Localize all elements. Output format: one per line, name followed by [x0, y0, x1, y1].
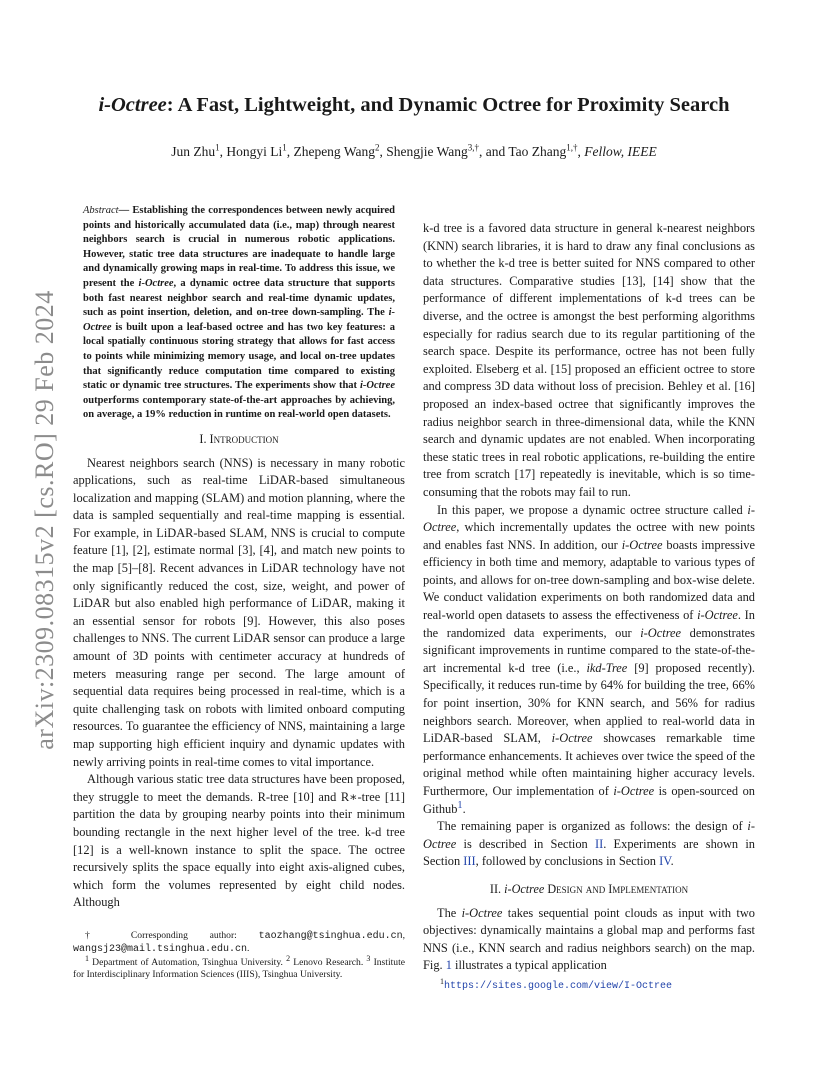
left-column: [73, 204, 405, 912]
section-heading-introduction: I. Introduction: [199, 431, 279, 446]
abstract-emphasis: i-Octree: [83, 307, 395, 333]
abstract: [83, 204, 395, 423]
text-run: , followed by conclusions in Section: [475, 854, 660, 869]
text-run: In this paper, we propose a dynamic octree structure called: [437, 502, 748, 517]
text-run: The: [437, 905, 462, 920]
text-emphasis: ikd-Tree: [586, 660, 628, 675]
text-run: , which incrementally updates the octree with new points and enables fast NNS. In addition, our: [423, 520, 755, 552]
section-link[interactable]: III: [463, 854, 476, 869]
footnote-mark: 1: [440, 976, 444, 986]
right-column: [423, 220, 755, 975]
section-title: Design and Implementation: [544, 881, 689, 896]
intro-paragraph: k-d tree is a favored data structure in general k-nearest neighbors (KNN) search libraries, it is hard to draw any final conclusions as to whether the k-d tree is better suited for NNS compared to other data structures. Comparative studies [13], [14] show that the performance of different implementations of k-d trees can be diverse, and the octree is amongst the best performing algorithms especially for radius search due to its regular partitioning of the search space. Despite its performance, octree has not been fully exploited. Elseberg et al. [15] proposed an efficient octree to store and compress 3D data without loss of precision. Behley et al. [16] proposed an index-based octree that significantly improves the radius neighbor search in three-dimensional data, while the KNN search and dynamic updates are not enabled. When incorporating these static trees in real robotic applications, re-building the entire tree from scratch [17] repeatedly is inevitable, which is so time-consuming that the robots may fail to run.: [423, 221, 755, 499]
intro-paragraph: [423, 502, 755, 819]
abstract-text: is built upon a leaf-based octree and has two key features: a local spatially continuous storing strategy that allows for fast access to points while minimizing memory usage, and local on-tree updates that significantly reduce computation time compared to existing static or dynamic tree structures. The experiments show that: [83, 321, 395, 392]
footnote-mark: 2: [286, 953, 291, 963]
author-separator: ,: [219, 144, 227, 159]
text-run: . In the randomized data experiments, our: [423, 608, 755, 640]
text-run: .: [670, 854, 674, 869]
author-affiliation: 1: [282, 142, 287, 153]
footnote-text: Institute for Interdisciplinary Information Sciences (IIIS), Tsinghua University.: [73, 956, 406, 981]
footnote-corresponding: [73, 930, 405, 957]
author-separator: ,: [286, 144, 294, 159]
arxiv-sidebar: [20, 285, 70, 755]
text-emphasis: i-Octree: [423, 502, 755, 535]
footnote-text: ,: [402, 930, 405, 941]
design-paragraph: [423, 905, 755, 975]
footnote-mark: †: [85, 930, 110, 941]
section-heading-design: [423, 881, 755, 899]
text-emphasis: i-Octree: [621, 537, 663, 552]
title-emphasis: i-Octree: [98, 94, 167, 116]
author-affiliation: 3,†: [467, 142, 479, 153]
intro-paragraph: Although various static tree data structures have been proposed, they struggle to meet the demands. R-tree [10] and R∗-tree [11] partition the data by grouping nearby points into their minimum bounding rectangle in the next higher level of the tree. k-d tree [12] is a well-known instance to split the space. The octree recursively splits the space equally into eight axis-aligned cubes, which form the volumes represented by eight child nodes. Although: [73, 772, 405, 910]
text-run: .: [462, 801, 466, 816]
github-url-link[interactable]: https://sites.google.com/view/I-Octree: [444, 981, 673, 992]
email-link[interactable]: wangsj23@mail.tsinghua.edu.cn: [73, 944, 248, 956]
text-run: takes sequential point clouds as input with two objectives: dynamically maintains a global map and performs fast NNS (i.e., KNN search and radius neighbors search) on the map. Fig.: [423, 905, 756, 973]
author-name: Hongyi Li: [226, 144, 283, 159]
footnote-text: Lenovo Research.: [290, 956, 367, 968]
author-affiliation: 2: [374, 142, 380, 153]
text-run: illustrates a typical application: [451, 958, 607, 973]
abstract-text: outperforms contemporary state-of-the-art approaches by achieving, on average, a 19% reduction in runtime on real-world open datasets.: [83, 394, 395, 421]
abstract-text: , a dynamic octree data structure that supports both fast nearest neighbor search and real-time dynamic updates, such as point insertion, deletion, and on-tree down-sampling. The: [83, 277, 395, 319]
author-fellow: Fellow, IEEE: [584, 144, 657, 159]
author-name: Zhepeng Wang: [293, 144, 375, 159]
paper-title: [0, 94, 828, 117]
footnotes: [73, 930, 405, 982]
abstract-text: — Establishing the correspondences between newly acquired points and historically accumulated data (i.e., map) through nearest neighbors search is crucial in numerous robotic applications. However, static tree data structures are inadequate to handle large and dynamically growing maps in real-time. To address this issue, we present the: [83, 205, 395, 289]
intro-paragraph: Nearest neighbors search (NNS) is necessary in many robotic applications, such as real-time LiDAR-based simultaneous localization and mapping (SLAM) and motion planning, where the data is sampled sequentially and real-time mapping is essential. For example, in LiDAR-based SLAM, NNS is crucial to compute feature [1], [2], estimate normal [3], [4], and match new points to the map [5]–[8]. Recent advances in LiDAR technology have not only significantly reduced the cost, size, weight, and power of LiDAR but also enabled high performance of LiDAR, making it an essential sensor for robots [9]. However, this also poses challenges to NNS. The current LiDAR sensor can produce a large amount of 3D points with centimeter accuracy at hundreds of meters measuring range per second. The large amount of sequential data requires being processed in real-time, which is a quite challenging task on robots with limited onboard computing resources. To guarantee the efficiency of NNS, maintaining a large map supporting high efficient inquiry and dynamic updates with newly arriving points in real-time comes to vital importance.: [73, 455, 405, 769]
section-link[interactable]: II: [594, 836, 604, 851]
author-affiliation: 1: [215, 142, 220, 153]
text-emphasis: i-Octree: [613, 784, 655, 798]
author-separator: , and: [479, 144, 509, 159]
text-run: The remaining paper is organized as follows: the design of: [437, 819, 748, 834]
text-run: . Experiments are shown in Section: [423, 836, 755, 869]
text-emphasis: i-Octree: [640, 625, 682, 640]
email-link[interactable]: taozhang@tsinghua.edu.cn: [258, 931, 403, 942]
author-name: Tao Zhang: [508, 144, 567, 159]
author-name: Jun Zhu: [171, 144, 216, 159]
footnote-affiliations: [73, 953, 406, 982]
footnote-text: Corresponding author:: [109, 930, 259, 941]
footnote-link[interactable]: 1: [457, 799, 463, 811]
author-affiliation: 1,†: [566, 142, 578, 153]
text-emphasis: i-Octree: [697, 608, 738, 623]
text-run: is described in Section: [456, 836, 595, 851]
section-number: II.: [489, 881, 505, 896]
footnote-text: Department of Automation, Tsinghua University.: [89, 956, 287, 968]
text-run: demonstrates significant improvements in runtime compared to the state-of-the-art incremental k-d tree (i.e.,: [423, 625, 755, 675]
footnote-mark: 3: [366, 953, 371, 963]
text-emphasis: i-Octree: [551, 731, 593, 746]
footnote-url: [440, 976, 673, 992]
author-list: [0, 144, 828, 160]
abstract-label: Abstract: [83, 205, 119, 216]
section-emphasis: i-Octree: [504, 881, 545, 896]
figure-link[interactable]: 1: [445, 958, 452, 973]
author-separator: ,: [577, 144, 585, 159]
author-name: Shengjie Wang: [386, 144, 468, 159]
arxiv-identifier: arXiv:2309.08315v2 [cs.RO] 29 Feb 2024: [30, 290, 59, 750]
text-emphasis: i-Octree: [423, 819, 755, 851]
abstract-emphasis: i-Octree: [360, 380, 395, 392]
text-run: boasts impressive efficiency in both time and memory, adaptable to various types of points, and allows for on-tree down-sampling and box-wise delete. We conduct validation experiments on both randomized data and real-world open datasets to assess the effectiveness of: [423, 537, 755, 623]
text-run: showcases remarkable time performance enhancements. It achieves over twice the speed of the original method while often maintaining higher accuracy levels. Furthermore, Our implementation of: [423, 731, 755, 798]
text-run: [9] proposed recently). Specifically, it reduces run-time by 64% for building the tree, 66% for point insertion, 30% for KNN search, and 56% for radius neighbors search. Moreover, when applied to real-world data in LiDAR-based SLAM,: [423, 660, 755, 746]
author-separator: ,: [379, 144, 387, 159]
title-rest: : A Fast, Lightweight, and Dynamic Octree for Proximity Search: [166, 94, 730, 116]
text-run: is open-sourced on Github: [423, 784, 755, 816]
text-emphasis: i-Octree: [461, 905, 503, 920]
footnote-mark: 1: [85, 953, 89, 963]
intro-paragraph: [423, 818, 755, 871]
footnote-text: .: [247, 943, 250, 955]
abstract-emphasis: i-Octree: [138, 277, 174, 289]
section-link[interactable]: IV: [659, 854, 671, 869]
